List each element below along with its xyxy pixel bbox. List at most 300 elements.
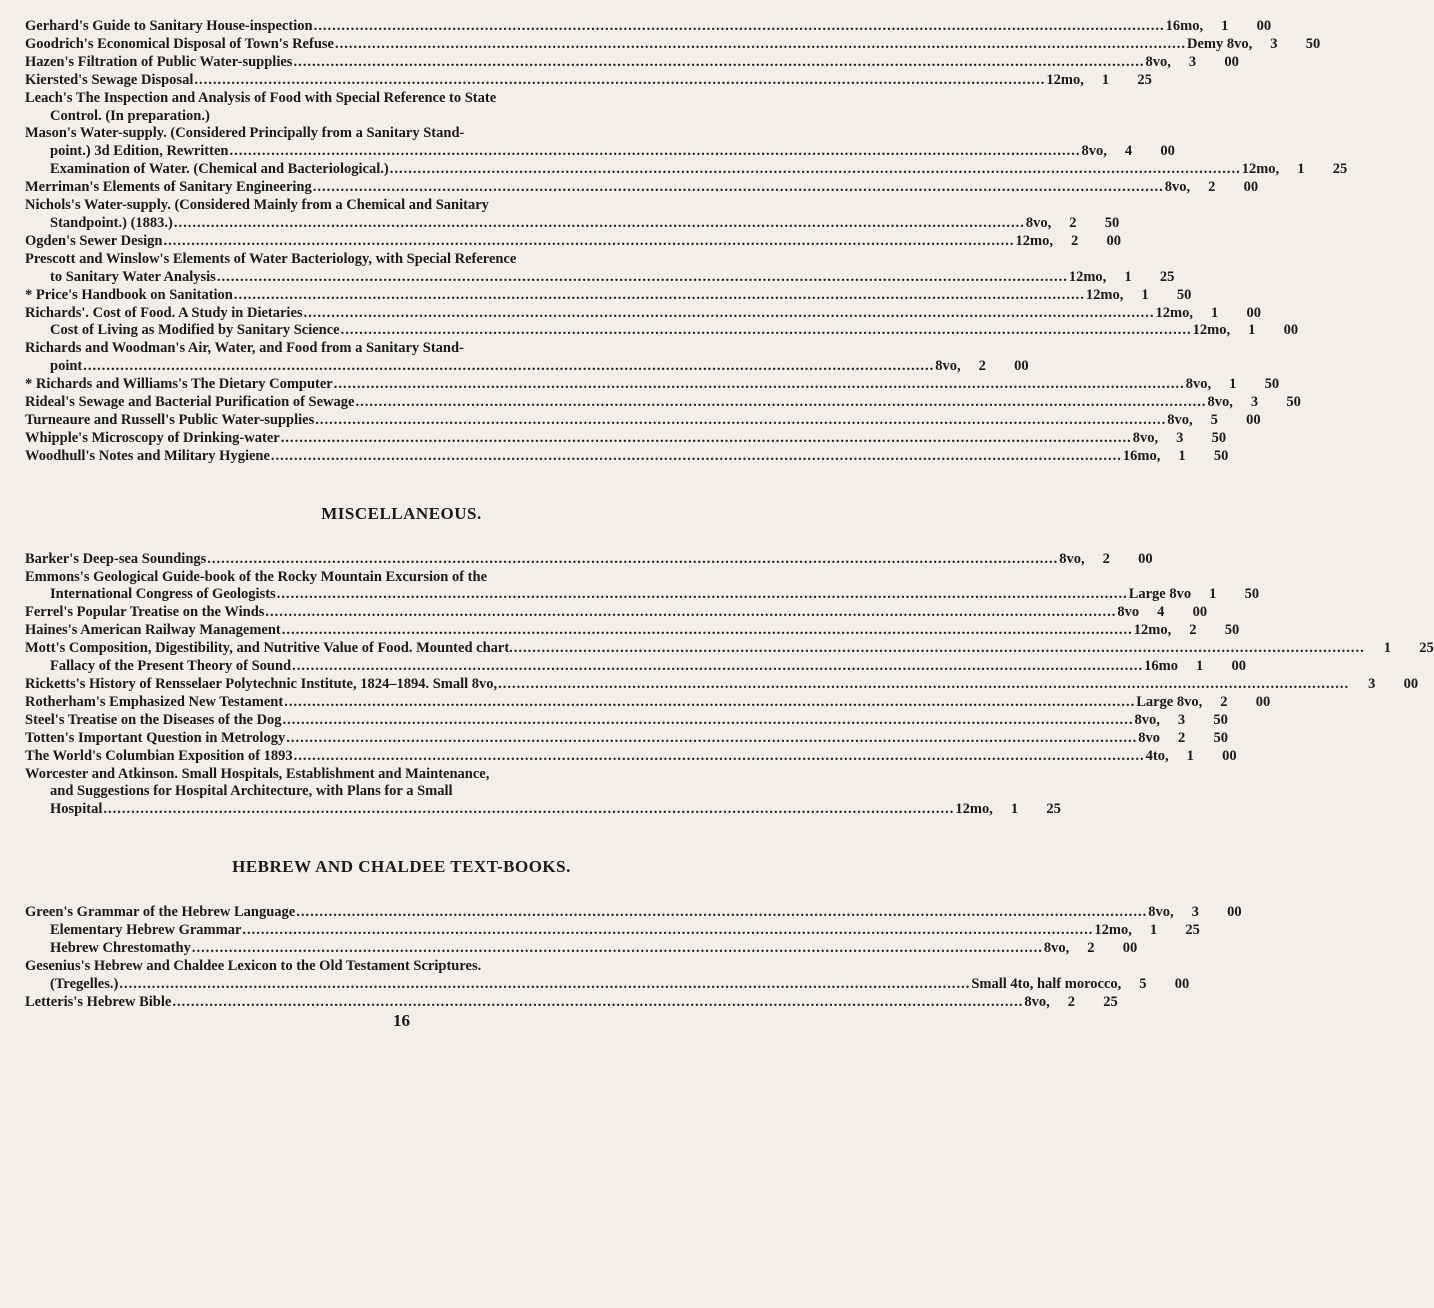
entry-format: 8vo, bbox=[1164, 179, 1191, 196]
catalog-entry bbox=[25, 765, 1061, 820]
price-cents: 00 bbox=[1222, 747, 1237, 764]
entry-price-row bbox=[25, 268, 1175, 287]
entry-price bbox=[1132, 922, 1200, 940]
price-cents: 00 bbox=[1106, 232, 1121, 249]
price-dollars: 1 bbox=[1101, 71, 1110, 88]
catalog-entry bbox=[25, 161, 1348, 179]
entry-title: Ricketts's History of Rensselaer Polytechnic Institute, 1824–1894. Small 8vo, bbox=[25, 676, 498, 692]
entry-format: 8vo, bbox=[1043, 940, 1070, 957]
entry-price-row bbox=[25, 214, 1120, 233]
price-dollars: 3 bbox=[1177, 711, 1186, 728]
entry-format: 12mo, bbox=[1046, 71, 1084, 88]
price-dollars: 5 bbox=[1210, 411, 1218, 428]
leader-dots bbox=[103, 801, 954, 819]
entry-price-row bbox=[25, 143, 1175, 161]
entry-price bbox=[1084, 72, 1152, 90]
price-cents: 25 bbox=[1419, 640, 1434, 657]
price-cents: 00 bbox=[1227, 904, 1242, 921]
entry-price-row bbox=[25, 922, 1200, 940]
leader-dots bbox=[514, 640, 1365, 658]
leader-dots bbox=[315, 412, 1166, 430]
price-cents: 00 bbox=[1224, 53, 1239, 70]
entry-price bbox=[1193, 305, 1261, 323]
section-heading: MISCELLANEOUS. bbox=[321, 503, 482, 523]
entry-price bbox=[1233, 394, 1301, 412]
entry-price bbox=[1106, 269, 1174, 287]
catalog-entry bbox=[25, 197, 1120, 233]
entry-title: Mott's Composition, Digestibility, and Nutritive Value of Food. Mounted chart. bbox=[25, 640, 513, 657]
entry-price-row bbox=[25, 161, 1348, 179]
price-dollars: 2 bbox=[1189, 622, 1197, 639]
entry-price-row bbox=[25, 747, 1237, 766]
price-cents: 00 bbox=[1243, 179, 1259, 196]
entry-price bbox=[1252, 36, 1320, 54]
entry-price-row bbox=[25, 640, 1434, 658]
leader-dots bbox=[296, 904, 1147, 922]
catalog-entry bbox=[25, 993, 1118, 1012]
entry-price bbox=[1123, 287, 1191, 305]
entry-price-row bbox=[25, 658, 1246, 676]
leader-dots bbox=[314, 18, 1165, 36]
price-dollars: 2 bbox=[1067, 993, 1075, 1010]
entry-price-row bbox=[25, 18, 1272, 36]
price-cents: 50 bbox=[1224, 622, 1240, 639]
price-dollars: 3 bbox=[1191, 904, 1199, 921]
entry-title: * Price's Handbook on Sanitation bbox=[25, 286, 233, 303]
price-cents: 25 bbox=[1137, 71, 1152, 88]
catalog-section bbox=[25, 18, 1348, 466]
price-cents: 50 bbox=[1305, 35, 1321, 52]
entry-title: Letteris's Hebrew Bible bbox=[25, 993, 172, 1010]
entry-price bbox=[1203, 18, 1271, 36]
catalog-entry bbox=[25, 711, 1228, 730]
price-cents: 50 bbox=[1244, 586, 1260, 603]
price-cents: 00 bbox=[1160, 143, 1175, 160]
entry-format: 8vo, bbox=[1185, 376, 1212, 393]
price-dollars: 1 bbox=[1211, 304, 1219, 321]
catalog-entry bbox=[25, 179, 1259, 197]
entry-price bbox=[961, 358, 1029, 376]
catalog-entry bbox=[25, 250, 1175, 287]
entry-title-line: Control. (In preparation.) bbox=[50, 107, 210, 124]
catalog-entry bbox=[25, 286, 1192, 305]
entry-price bbox=[1211, 376, 1279, 394]
entry-format: 8vo, bbox=[1134, 711, 1160, 728]
catalog-entry bbox=[25, 376, 1280, 394]
entry-price bbox=[1139, 604, 1207, 622]
entry-price bbox=[1053, 233, 1121, 251]
catalog-entry bbox=[25, 447, 1229, 466]
entry-format: 8vo, bbox=[1167, 411, 1193, 428]
entry-price bbox=[1160, 712, 1228, 730]
catalog-entry bbox=[25, 729, 1228, 748]
entry-format: 8vo bbox=[1117, 604, 1140, 621]
catalog-entry bbox=[25, 622, 1240, 640]
entry-price-row bbox=[25, 904, 1242, 922]
price-cents: 00 bbox=[1283, 322, 1299, 339]
price-cents: 00 bbox=[1122, 940, 1138, 957]
entry-format: 12mo, bbox=[1133, 622, 1172, 639]
entry-price-row bbox=[25, 286, 1192, 305]
catalog-entry bbox=[25, 640, 1434, 658]
entry-format: 12mo, bbox=[1241, 161, 1280, 178]
entry-title: Hospital bbox=[50, 801, 103, 818]
price-dollars: 5 bbox=[1139, 975, 1147, 992]
price-cents: 00 bbox=[1255, 693, 1271, 710]
entry-title: Rotherham's Emphasized New Testament bbox=[25, 693, 284, 710]
entry-price bbox=[1191, 586, 1259, 604]
entry-title: point.) 3d Edition, Rewritten bbox=[50, 143, 229, 160]
entry-price-row bbox=[25, 376, 1280, 394]
price-dollars: 2 bbox=[1087, 940, 1095, 957]
price-dollars: 4 bbox=[1157, 604, 1165, 621]
entry-title: Ogden's Sewer Design bbox=[25, 232, 163, 249]
entry-format: 16mo, bbox=[1165, 18, 1204, 34]
leader-dots bbox=[284, 694, 1135, 712]
leader-dots bbox=[234, 287, 1085, 305]
leader-dots bbox=[334, 376, 1185, 394]
entry-title: Goodrich's Economical Disposal of Town's Refuse bbox=[25, 35, 334, 52]
entry-format: Small 4to, half morocco, bbox=[971, 975, 1122, 992]
price-dollars: 1 bbox=[1149, 922, 1158, 939]
entry-price bbox=[1174, 904, 1242, 922]
entry-format: Large 8vo, bbox=[1136, 693, 1203, 710]
leader-dots bbox=[292, 658, 1143, 676]
entry-price-row bbox=[25, 693, 1271, 712]
price-dollars: 1 bbox=[1209, 586, 1217, 603]
price-dollars: 1 bbox=[1221, 18, 1229, 34]
entry-price-row bbox=[25, 304, 1262, 323]
price-dollars: 1 bbox=[1141, 286, 1149, 303]
catalog-entry bbox=[25, 940, 1138, 958]
price-dollars: 1 bbox=[1248, 322, 1256, 339]
price-dollars: 1 bbox=[1178, 447, 1186, 464]
entry-price-row bbox=[25, 35, 1321, 54]
entry-price bbox=[1230, 322, 1298, 340]
price-dollars: 2 bbox=[1070, 232, 1079, 249]
entry-price bbox=[1190, 179, 1258, 197]
entry-price bbox=[1202, 694, 1270, 712]
entry-format: 12mo, bbox=[1094, 922, 1132, 939]
price-dollars: 1 bbox=[1010, 801, 1019, 818]
price-cents: 00 bbox=[1192, 604, 1208, 621]
entry-price bbox=[1107, 143, 1175, 161]
price-dollars: 1 bbox=[1383, 640, 1392, 657]
entry-price bbox=[1350, 676, 1418, 694]
price-dollars: 3 bbox=[1250, 394, 1259, 411]
catalog-entry bbox=[25, 676, 1419, 694]
entry-price-row bbox=[25, 586, 1260, 604]
leader-dots bbox=[265, 604, 1116, 622]
price-dollars: 4 bbox=[1124, 143, 1133, 160]
price-cents: 00 bbox=[1138, 550, 1153, 567]
catalog-entry bbox=[25, 957, 1190, 994]
catalog-entry bbox=[25, 693, 1271, 712]
entry-title-line: Nichols's Water-supply. (Considered Mainly from a Chemical and Sanitary bbox=[25, 197, 489, 214]
catalog-entry bbox=[25, 340, 1029, 376]
entry-title-line: Emmons's Geological Guide-book of the Rocky Mountain Excursion of the bbox=[25, 568, 488, 585]
entry-format: Demy 8vo, bbox=[1186, 35, 1253, 52]
price-cents: 50 bbox=[1264, 376, 1280, 393]
leader-dots bbox=[217, 269, 1068, 287]
leader-dots bbox=[313, 179, 1164, 197]
leader-dots bbox=[271, 448, 1122, 466]
entry-format: 12mo, bbox=[1085, 286, 1124, 303]
entry-title: Green's Grammar of the Hebrew Language bbox=[25, 904, 296, 921]
catalog-entry bbox=[25, 904, 1242, 922]
catalog-entry bbox=[25, 53, 1239, 72]
entry-price-row bbox=[25, 550, 1153, 569]
page-number: 16 bbox=[393, 1010, 410, 1030]
leader-dots bbox=[304, 305, 1155, 323]
entry-format: 8vo, bbox=[1148, 904, 1174, 921]
entry-title: The World's Columbian Exposition of 1893 bbox=[25, 747, 293, 764]
entry-price-row bbox=[25, 322, 1299, 340]
entry-price bbox=[1085, 551, 1153, 569]
price-cents: 00 bbox=[1246, 411, 1261, 428]
price-cents: 50 bbox=[1213, 729, 1228, 746]
catalog-entry bbox=[25, 922, 1200, 940]
entry-title: Haines's American Railway Management bbox=[25, 622, 281, 639]
price-cents: 25 bbox=[1159, 268, 1175, 285]
entry-price-row bbox=[25, 394, 1301, 412]
entry-price-row bbox=[25, 622, 1240, 640]
entry-title: Totten's Important Question in Metrology bbox=[25, 729, 286, 746]
catalog-entry bbox=[25, 411, 1261, 430]
entry-title: Ferrel's Popular Treatise on the Winds bbox=[25, 604, 265, 621]
entry-price-row bbox=[25, 801, 1061, 819]
price-dollars: 2 bbox=[1069, 214, 1077, 231]
catalog-section bbox=[25, 857, 1242, 1011]
entry-title: Kiersted's Sewage Disposal bbox=[25, 71, 194, 88]
catalog-entry bbox=[25, 658, 1246, 676]
entry-price bbox=[1121, 976, 1189, 994]
entry-format: 8vo, bbox=[935, 358, 961, 375]
catalog-entry bbox=[25, 429, 1227, 448]
price-dollars: 3 bbox=[1176, 429, 1184, 446]
entry-price bbox=[1158, 430, 1226, 448]
entry-price bbox=[993, 801, 1061, 819]
entry-title: * Richards and Williams's The Dietary Computer bbox=[25, 376, 333, 393]
price-dollars: 3 bbox=[1188, 53, 1197, 70]
leader-dots bbox=[194, 72, 1045, 90]
entry-format: 8vo bbox=[1138, 729, 1160, 746]
entry-format: 12mo, bbox=[1192, 322, 1231, 339]
entry-title: Cost of Living as Modified by Sanitary Science bbox=[50, 322, 340, 339]
entry-format: 12mo, bbox=[1015, 232, 1053, 249]
entry-price-row bbox=[25, 358, 1029, 376]
leader-dots bbox=[277, 586, 1128, 604]
leader-dots bbox=[119, 976, 970, 994]
leader-dots bbox=[207, 551, 1058, 569]
price-cents: 00 bbox=[1014, 358, 1029, 375]
catalog-entry bbox=[25, 394, 1301, 412]
entry-format: 8vo, bbox=[1024, 993, 1050, 1010]
catalog-entry bbox=[25, 747, 1237, 766]
entry-price-row bbox=[25, 604, 1208, 622]
entry-price-row bbox=[25, 232, 1121, 251]
entry-price-row bbox=[25, 975, 1190, 994]
leader-dots bbox=[293, 54, 1144, 72]
entry-price-row bbox=[25, 71, 1152, 90]
entry-title: Merriman's Elements of Sanitary Engineering bbox=[25, 179, 312, 196]
entry-title-line: Richards and Woodman's Air, Water, and Food from a Sanitary Stand- bbox=[25, 340, 464, 357]
entry-price bbox=[1279, 161, 1347, 179]
entry-title: Steel's Treatise on the Diseases of the Dog bbox=[25, 711, 282, 728]
entry-format: 8vo, bbox=[1207, 394, 1233, 411]
catalog-entry bbox=[25, 568, 1260, 605]
entry-price-row bbox=[25, 940, 1138, 958]
price-cents: 25 bbox=[1046, 801, 1061, 818]
entry-price-row bbox=[25, 711, 1228, 730]
entry-title: Standpoint.) (1883.) bbox=[50, 214, 173, 231]
entry-price bbox=[1069, 940, 1137, 958]
entry-format: Large 8vo bbox=[1128, 586, 1192, 603]
catalog-entry bbox=[25, 304, 1262, 323]
entry-price-row bbox=[25, 53, 1239, 72]
entry-title: Richards'. Cost of Food. A Study in Dietaries bbox=[25, 304, 303, 321]
entry-price bbox=[1366, 640, 1434, 658]
entry-title: Hebrew Chrestomathy bbox=[50, 940, 191, 957]
leader-dots bbox=[335, 36, 1186, 54]
entry-title: Whipple's Microscopy of Drinking-water bbox=[25, 429, 280, 446]
entry-title-line: Leach's The Inspection and Analysis of Food with Special Reference to State bbox=[25, 89, 497, 106]
leader-dots bbox=[283, 712, 1134, 730]
catalog-entry bbox=[25, 125, 1175, 161]
entry-title-line: Worcester and Atkinson. Small Hospitals, Establishment and Maintenance, bbox=[25, 765, 490, 782]
entry-price-row bbox=[25, 411, 1261, 430]
entry-title: (Tregelles.) bbox=[50, 975, 119, 992]
entry-title-line: Prescott and Winslow's Elements of Water Bacteriology, with Special Reference bbox=[25, 250, 517, 267]
entry-price bbox=[1193, 412, 1261, 430]
price-dollars: 1 bbox=[1297, 161, 1305, 178]
price-cents: 50 bbox=[1211, 429, 1227, 446]
leader-dots bbox=[282, 622, 1133, 640]
leader-dots bbox=[192, 940, 1043, 958]
leader-dots bbox=[174, 215, 1025, 233]
price-cents: 50 bbox=[1286, 394, 1301, 411]
leader-dots bbox=[355, 394, 1206, 412]
entry-format: 16mo bbox=[1144, 658, 1178, 675]
entry-price bbox=[1178, 658, 1246, 676]
entry-format: 12mo, bbox=[955, 801, 993, 818]
entry-title: Elementary Hebrew Grammar bbox=[50, 922, 242, 939]
catalog-entry bbox=[25, 18, 1272, 36]
price-cents: 00 bbox=[1256, 18, 1272, 34]
price-cents: 50 bbox=[1213, 447, 1229, 464]
entry-title-line: Mason's Water-supply. (Considered Principally from a Sanitary Stand- bbox=[25, 125, 465, 142]
entry-format: 4to, bbox=[1145, 747, 1169, 764]
entry-title: to Sanitary Water Analysis bbox=[50, 268, 216, 285]
entry-price-row bbox=[25, 729, 1228, 748]
leader-dots bbox=[341, 322, 1192, 340]
catalog-entry bbox=[25, 90, 778, 126]
price-cents: 50 bbox=[1104, 214, 1120, 231]
price-dollars: 2 bbox=[1102, 550, 1110, 567]
entry-price bbox=[1050, 994, 1118, 1012]
entry-format: 12mo, bbox=[1155, 304, 1194, 321]
entry-format: 8vo, bbox=[1132, 429, 1159, 446]
leader-dots bbox=[294, 748, 1145, 766]
entry-price bbox=[1051, 215, 1119, 233]
price-dollars: 1 bbox=[1229, 376, 1237, 393]
entry-price-row bbox=[25, 429, 1227, 448]
price-cents: 00 bbox=[1246, 304, 1262, 321]
entry-format: 16mo, bbox=[1122, 447, 1161, 464]
price-dollars: 2 bbox=[1177, 729, 1186, 746]
price-cents: 25 bbox=[1185, 922, 1200, 939]
entry-price-row bbox=[25, 447, 1229, 466]
entry-price bbox=[1169, 748, 1237, 766]
leader-dots bbox=[242, 922, 1093, 940]
price-dollars: 1 bbox=[1186, 747, 1194, 764]
price-cents: 00 bbox=[1231, 658, 1246, 675]
price-dollars: 2 bbox=[978, 358, 986, 375]
catalog-entry bbox=[25, 232, 1121, 251]
leader-dots bbox=[164, 233, 1015, 251]
entry-title: Gerhard's Guide to Sanitary House-inspection bbox=[25, 18, 313, 34]
price-dollars: 1 bbox=[1195, 658, 1204, 675]
catalog-entry bbox=[25, 550, 1153, 569]
entry-format: 8vo, bbox=[1081, 143, 1107, 160]
leader-dots bbox=[229, 143, 1080, 161]
price-cents: 50 bbox=[1176, 286, 1192, 303]
catalog-entry bbox=[25, 604, 1208, 622]
catalog-entry bbox=[25, 71, 1152, 90]
price-dollars: 1 bbox=[1124, 268, 1132, 285]
entry-title: point bbox=[50, 358, 83, 375]
entry-price-row bbox=[25, 676, 1419, 694]
leader-dots bbox=[286, 730, 1137, 748]
section-heading: HEBREW AND CHALDEE TEXT-BOOKS. bbox=[232, 857, 571, 877]
entry-title-line: Gesenius's Hebrew and Chaldee Lexicon to the Old Testament Scriptures. bbox=[25, 957, 482, 974]
entry-title: Barker's Deep-sea Soundings bbox=[25, 550, 207, 567]
entry-title-line: and Suggestions for Hospital Architecture, with Plans for a Small bbox=[50, 783, 453, 800]
entry-price-row bbox=[25, 993, 1118, 1012]
leader-dots bbox=[390, 161, 1241, 179]
price-dollars: 2 bbox=[1208, 179, 1216, 196]
entry-price-row bbox=[25, 179, 1259, 197]
price-dollars: 3 bbox=[1368, 676, 1376, 692]
entry-price bbox=[1171, 622, 1239, 640]
price-cents: 00 bbox=[1174, 975, 1190, 992]
entry-format: 12mo, bbox=[1068, 268, 1107, 285]
catalog-entry bbox=[25, 322, 1299, 340]
leader-dots bbox=[498, 676, 1349, 694]
entry-format: 8vo, bbox=[1025, 214, 1052, 231]
entry-price bbox=[1160, 448, 1228, 466]
entry-format: 8vo, bbox=[1145, 53, 1171, 70]
catalog-entry bbox=[25, 35, 1321, 54]
entry-title: Fallacy of the Present Theory of Sound bbox=[50, 658, 292, 675]
entry-format: 8vo, bbox=[1059, 550, 1085, 567]
entry-price bbox=[1160, 730, 1228, 748]
leader-dots bbox=[172, 994, 1023, 1012]
entry-title: International Congress of Geologists bbox=[50, 586, 276, 603]
price-cents: 00 bbox=[1403, 676, 1419, 692]
price-dollars: 3 bbox=[1270, 35, 1278, 52]
price-cents: 50 bbox=[1213, 711, 1228, 728]
price-cents: 25 bbox=[1332, 161, 1348, 178]
leader-dots bbox=[83, 358, 934, 376]
leader-dots bbox=[281, 430, 1132, 448]
entry-title: Hazen's Filtration of Public Water-supplies bbox=[25, 53, 293, 70]
price-cents: 25 bbox=[1103, 993, 1118, 1010]
entry-title: Turneaure and Russell's Public Water-supplies bbox=[25, 411, 315, 428]
catalog-section bbox=[25, 503, 1434, 820]
entry-price bbox=[1171, 54, 1239, 72]
entry-title: Woodhull's Notes and Military Hygiene bbox=[25, 447, 270, 464]
